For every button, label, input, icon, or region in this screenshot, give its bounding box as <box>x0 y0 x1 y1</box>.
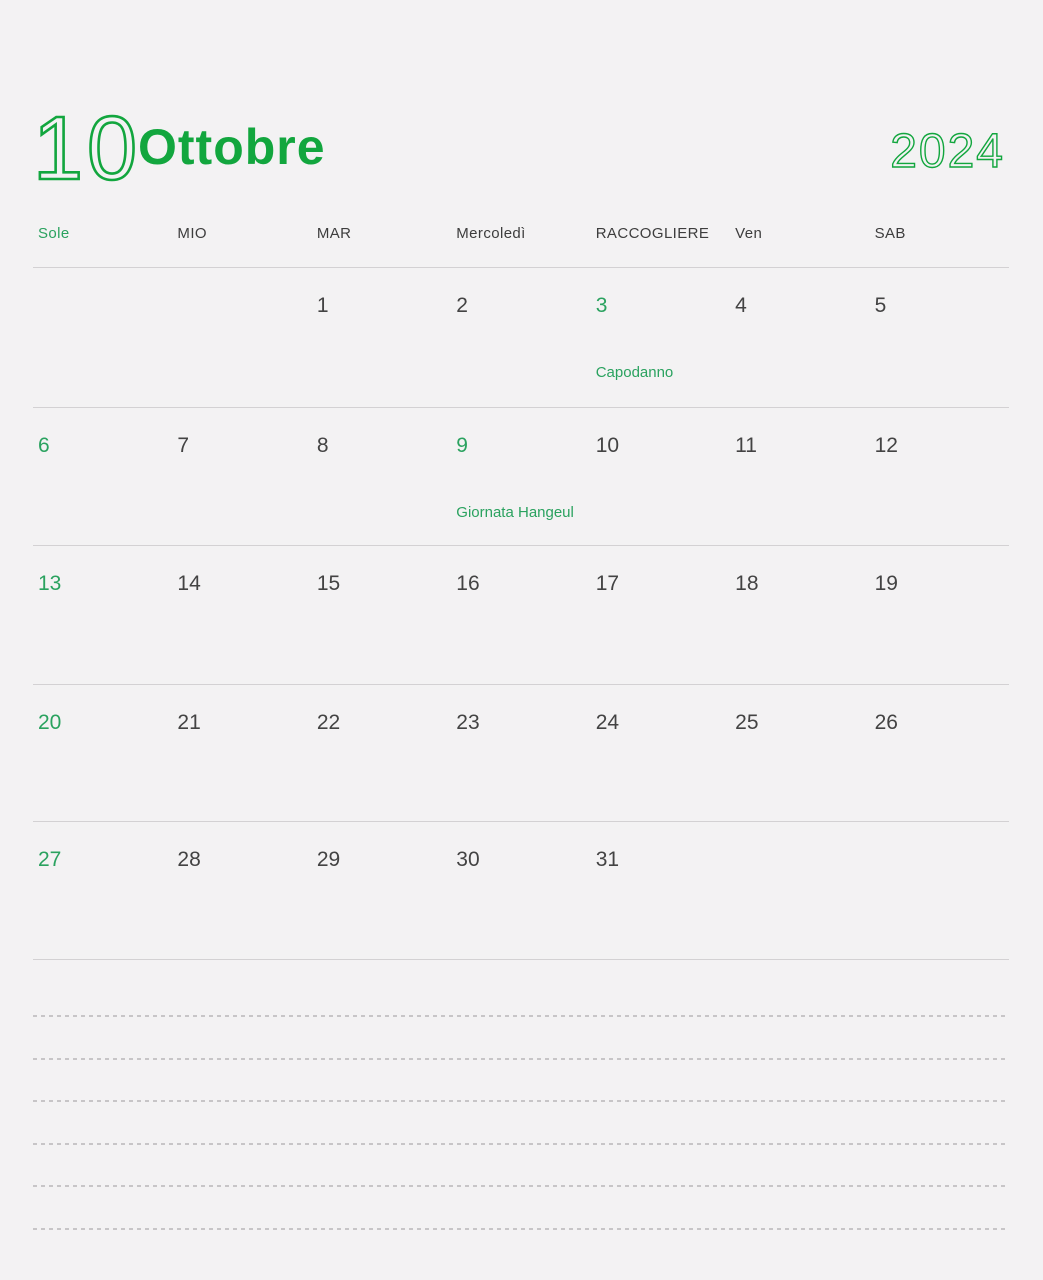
date-number: 19 <box>874 572 898 595</box>
calendar-cell <box>870 685 1009 821</box>
calendar-cell <box>730 546 869 684</box>
calendar-cell <box>870 268 1009 407</box>
week-row <box>33 822 1009 960</box>
calendar-cell <box>172 685 311 821</box>
date-number: 8 <box>316 434 329 457</box>
weekday-label-mon: MIO <box>177 225 207 242</box>
date-number: 16 <box>456 572 480 595</box>
date-number: 24 <box>595 711 620 734</box>
calendar-cell <box>172 408 311 545</box>
month-name: Ottobre <box>138 119 326 175</box>
calendar-cell <box>591 546 730 684</box>
date-number: 5 <box>874 294 887 317</box>
date-number: 23 <box>456 711 480 734</box>
date-number: 17 <box>595 572 620 595</box>
calendar-cell <box>33 822 172 959</box>
note-line <box>33 1228 1009 1230</box>
calendar-cell <box>870 822 1009 959</box>
calendar-cell <box>451 268 590 407</box>
calendar-cell <box>172 546 311 684</box>
note-line <box>33 1185 1009 1187</box>
date-number: 14 <box>177 572 201 595</box>
date-number: 13 <box>38 572 62 595</box>
calendar-cell <box>312 408 451 545</box>
date-number: 4 <box>735 294 747 317</box>
calendar-cell <box>591 822 730 959</box>
date-number: 12 <box>874 434 898 457</box>
week-row <box>33 267 1009 408</box>
calendar-cell <box>312 546 451 684</box>
calendar-cell <box>451 822 590 959</box>
month-number: 10 <box>33 99 142 199</box>
calendar-cell <box>451 546 590 684</box>
weekday-label-thu: RACCOGLIERE <box>595 225 710 242</box>
date-number: 29 <box>316 848 341 871</box>
holiday-label: Giornata Hangeul <box>456 504 574 521</box>
calendar-cell <box>451 408 590 545</box>
date-number: 31 <box>595 848 620 871</box>
calendar-cell <box>172 822 311 959</box>
date-number: 15 <box>316 572 341 595</box>
date-number: 27 <box>38 848 62 871</box>
calendar-cell <box>451 685 590 821</box>
weekday-label-sun: Sole <box>38 225 70 242</box>
note-line <box>33 1143 1009 1145</box>
calendar-cell <box>730 685 869 821</box>
week-row <box>33 408 1009 546</box>
date-number: 28 <box>177 848 201 871</box>
calendar-cell <box>730 822 869 959</box>
calendar-cell <box>33 268 172 407</box>
calendar-cell <box>33 546 172 684</box>
date-number: 1 <box>316 294 329 317</box>
date-number: 18 <box>735 572 759 595</box>
calendar-cell <box>312 268 451 407</box>
date-number: 10 <box>595 434 620 457</box>
calendar-cell <box>172 268 311 407</box>
calendar-cell <box>591 408 730 545</box>
calendar-cell <box>730 268 869 407</box>
note-line <box>33 1058 1009 1060</box>
calendar-cell <box>312 822 451 959</box>
date-number: 6 <box>38 434 50 457</box>
note-line <box>33 1015 1009 1017</box>
date-number: 3 <box>595 294 608 317</box>
date-number: 30 <box>456 848 480 871</box>
date-number: 25 <box>735 711 759 734</box>
calendar-cell <box>312 685 451 821</box>
weekday-header-row <box>33 225 1009 242</box>
note-line <box>33 1100 1009 1102</box>
weekday-label-fri: Ven <box>735 225 763 242</box>
holiday-label: Capodanno <box>595 364 674 381</box>
weekday-label-tue: MAR <box>316 225 352 242</box>
weekday-label-sat: SAB <box>874 225 906 242</box>
calendar-cell <box>730 408 869 545</box>
calendar-cell <box>591 685 730 821</box>
year-label: 2024 <box>890 125 1005 178</box>
date-number: 26 <box>874 711 898 734</box>
date-number: 7 <box>177 434 190 457</box>
calendar-cell <box>870 546 1009 684</box>
calendar-cell <box>870 408 1009 545</box>
week-row <box>33 685 1009 822</box>
date-number: 22 <box>316 711 341 734</box>
weekday-label-wed: Mercoledì <box>456 225 526 242</box>
calendar-cell <box>591 268 730 407</box>
date-number: 11 <box>735 434 757 457</box>
calendar-cell <box>33 408 172 545</box>
date-number: 9 <box>456 434 468 457</box>
date-number: 21 <box>177 711 201 734</box>
week-row <box>33 546 1009 685</box>
date-number: 20 <box>38 711 62 734</box>
calendar-cell <box>33 685 172 821</box>
date-number: 2 <box>456 294 468 317</box>
